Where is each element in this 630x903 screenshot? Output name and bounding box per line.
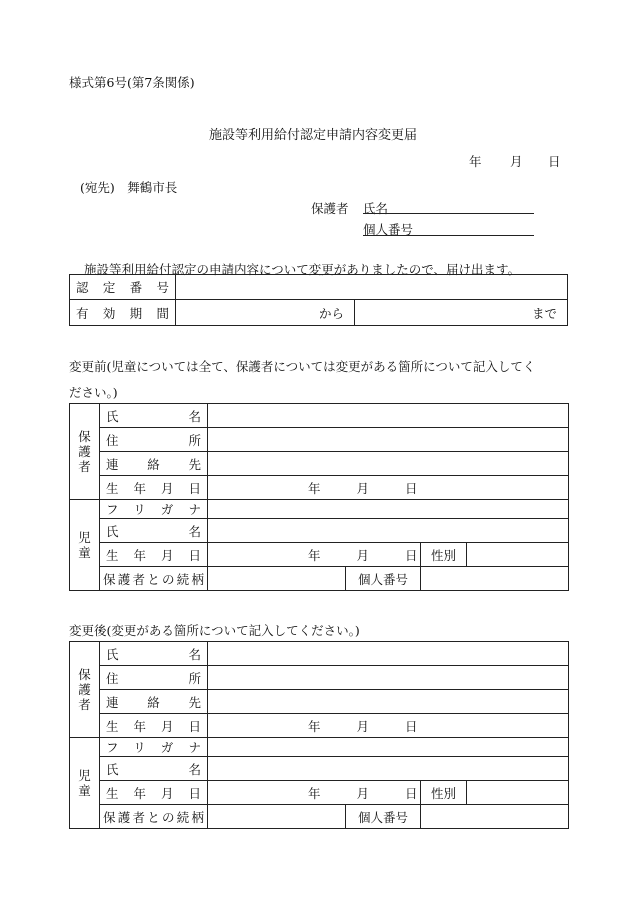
before-guardian-address-field[interactable] xyxy=(208,428,569,452)
guardian-id-label: 個人番号 xyxy=(363,222,414,237)
month-label: 月 xyxy=(356,785,370,801)
before-guardian-birth-label: 生年月日 xyxy=(100,476,208,500)
before-table xyxy=(69,403,569,591)
before-child-id-field[interactable] xyxy=(421,567,569,591)
after-child-name-label: 氏名 xyxy=(100,757,208,781)
cert-number-label: 認定番号 xyxy=(70,275,176,300)
before-child-group: 児 童 xyxy=(70,500,100,591)
form-title: 施設等利用給付認定申請内容変更届 xyxy=(209,128,418,143)
guardian-id-field[interactable] xyxy=(363,235,534,236)
after-child-birth-field[interactable] xyxy=(208,781,421,805)
before-guardian-name-field[interactable] xyxy=(208,404,569,428)
guardian-label: 保護者 xyxy=(311,201,349,216)
form-number: 様式第6号(第7条関係) xyxy=(69,75,195,90)
month-label: 月 xyxy=(356,480,370,496)
year-label: 年 xyxy=(308,718,321,734)
after-child-relation-label: 保護者との続柄 xyxy=(100,805,208,829)
validity-until[interactable] xyxy=(355,300,568,326)
before-heading-line1: 変更前(児童については全て、保護者については変更がある箇所について記入してく xyxy=(69,359,536,374)
after-table xyxy=(69,641,569,829)
before-heading-line2: ださい。) xyxy=(69,385,118,400)
date-day-label: 日 xyxy=(548,154,561,169)
before-child-relation-label: 保護者との続柄 xyxy=(100,567,208,591)
after-child-gender-field[interactable] xyxy=(467,781,569,805)
day-label: 日 xyxy=(405,480,418,496)
before-child-birth-label: 生年月日 xyxy=(100,543,208,567)
after-child-name-field[interactable] xyxy=(208,757,569,781)
after-guardian-contact-field[interactable] xyxy=(208,690,569,714)
after-guardian-name-field[interactable] xyxy=(208,642,569,666)
statement: 施設等利用給付認定の申請内容について変更がありましたので、届け出ます。 xyxy=(84,262,521,277)
before-child-id-label: 個人番号 xyxy=(346,567,421,591)
after-guardian-birth-label: 生年月日 xyxy=(100,714,208,738)
before-child-birth-field[interactable] xyxy=(208,543,421,567)
month-label: 月 xyxy=(356,547,370,563)
year-label: 年 xyxy=(308,785,321,801)
addressee: (宛先) 舞鶴市長 xyxy=(80,180,178,195)
before-guardian-contact-field[interactable] xyxy=(208,452,569,476)
date-year-label: 年 xyxy=(469,154,482,169)
cert-number-field[interactable] xyxy=(176,275,568,300)
before-guardian-group: 保 護 者 xyxy=(70,404,100,500)
after-child-relation-field[interactable] xyxy=(208,805,346,829)
certification-table xyxy=(69,274,568,326)
before-guardian-contact-label: 連絡先 xyxy=(100,452,208,476)
after-child-furigana-field[interactable] xyxy=(208,738,569,757)
after-guardian-group: 保 護 者 xyxy=(70,642,100,738)
year-label: 年 xyxy=(308,547,321,563)
after-guardian-birth-field[interactable] xyxy=(208,714,569,738)
after-child-birth-label: 生年月日 xyxy=(100,781,208,805)
before-child-name-label: 氏名 xyxy=(100,519,208,543)
after-guardian-address-label: 住所 xyxy=(100,666,208,690)
before-child-furigana-label: フリガナ xyxy=(100,500,208,519)
before-child-gender-field[interactable] xyxy=(467,543,569,567)
month-label: 月 xyxy=(356,718,370,734)
day-label: 日 xyxy=(405,718,418,734)
after-guardian-name-label: 氏名 xyxy=(100,642,208,666)
before-child-relation-field[interactable] xyxy=(208,567,346,591)
after-child-gender-label: 性別 xyxy=(421,781,467,805)
until-text: まで xyxy=(531,305,557,321)
before-child-gender-label: 性別 xyxy=(421,543,467,567)
date-month-label: 月 xyxy=(510,154,523,169)
day-label: 日 xyxy=(405,547,418,563)
before-child-furigana-field[interactable] xyxy=(208,500,569,519)
guardian-name-field[interactable] xyxy=(363,213,534,214)
day-label: 日 xyxy=(405,785,418,801)
from-text: から xyxy=(318,305,344,321)
after-child-group: 児 童 xyxy=(70,738,100,829)
before-guardian-name-label: 氏名 xyxy=(100,404,208,428)
after-heading: 変更後(変更がある箇所について記入してください。) xyxy=(69,623,360,638)
guardian-name-label: 氏名 xyxy=(363,201,389,216)
before-guardian-birth-field[interactable] xyxy=(208,476,569,500)
validity-label: 有効期間 xyxy=(70,300,176,326)
before-guardian-address-label: 住所 xyxy=(100,428,208,452)
after-child-id-label: 個人番号 xyxy=(346,805,421,829)
after-guardian-address-field[interactable] xyxy=(208,666,569,690)
after-child-furigana-label: フリガナ xyxy=(100,738,208,757)
year-label: 年 xyxy=(308,480,321,496)
after-child-id-field[interactable] xyxy=(421,805,569,829)
before-child-name-field[interactable] xyxy=(208,519,569,543)
after-guardian-contact-label: 連絡先 xyxy=(100,690,208,714)
validity-from[interactable] xyxy=(176,300,355,326)
